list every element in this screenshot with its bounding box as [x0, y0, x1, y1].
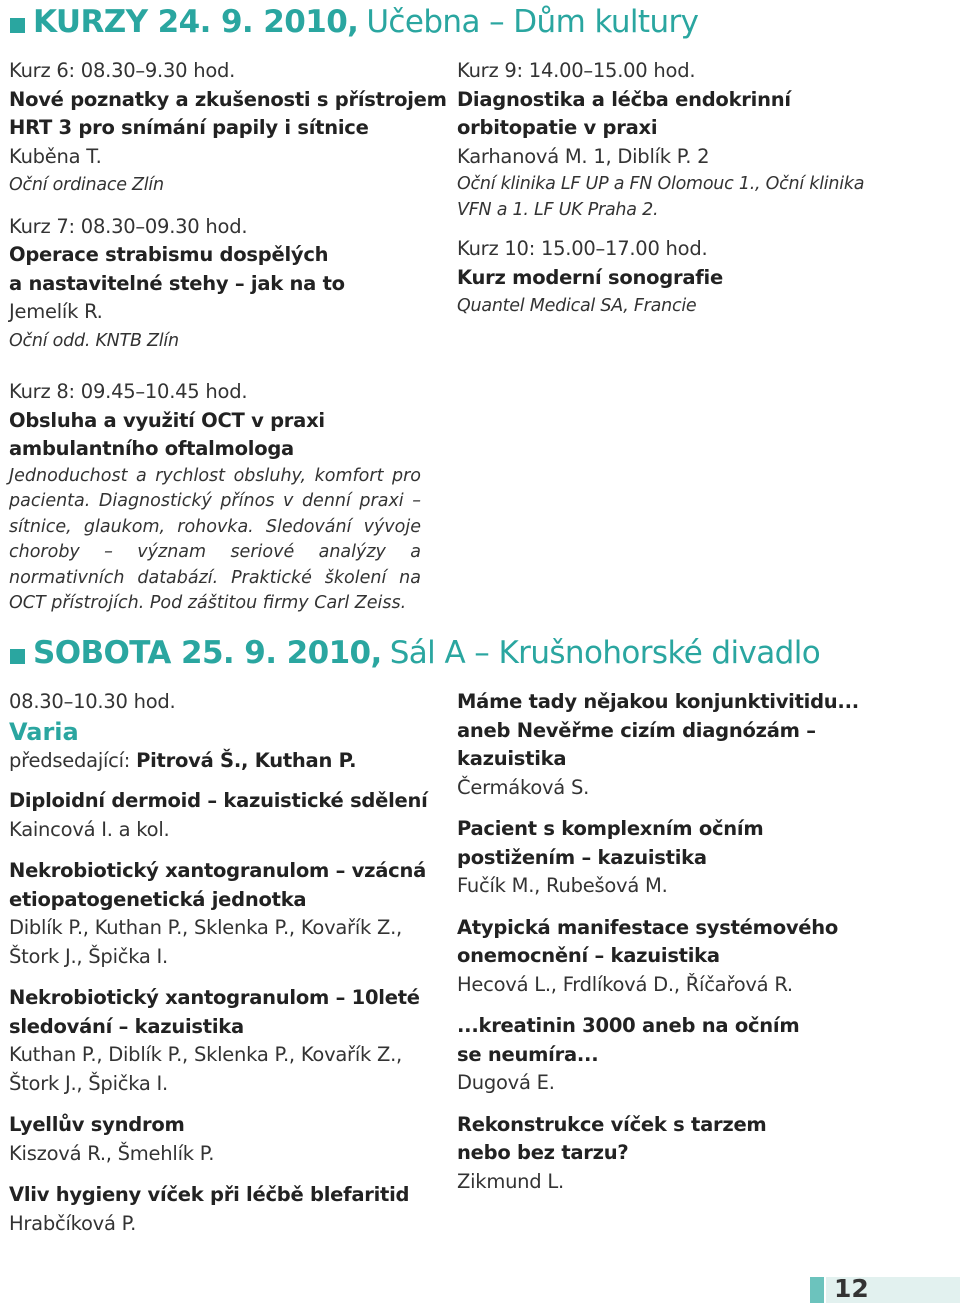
session-time: 08.30–10.30 hod. — [9, 690, 176, 713]
course-kurz9 — [457, 57, 927, 223]
session-title: Varia — [9, 717, 79, 746]
course-kurz7 — [9, 213, 429, 356]
heading-venue: Učebna – Dům kultury — [366, 4, 699, 40]
course-place: Oční ordinace Zlín — [9, 175, 164, 195]
course-title: Operace strabismu dospělých — [9, 243, 329, 266]
talk-item — [9, 787, 439, 844]
talk-title: ...kreatinin 3000 aneb na očním — [457, 1014, 800, 1037]
section-heading-sobota — [10, 633, 820, 673]
course-author: Kuběna T. — [9, 144, 102, 168]
talk-title: Lyellův syndrom — [9, 1113, 185, 1136]
talk-item — [457, 1111, 937, 1197]
course-title: orbitopatie v praxi — [457, 116, 658, 139]
courses-right-column — [457, 57, 927, 321]
course-author: Jemelík R. — [9, 300, 103, 323]
course-author: Karhanová M. 1, Diblík P. 2 — [457, 144, 710, 168]
talk-title: postižením – kazuistika — [457, 845, 707, 869]
talk-item — [9, 1181, 439, 1238]
talk-title: etiopatogenetická jednotka — [9, 887, 307, 911]
talk-title: sledování – kazuistika — [9, 1014, 244, 1038]
course-kurz8 — [9, 378, 429, 617]
talk-authors: Hecová L., Frdlíková D., Říčařová R. — [457, 972, 793, 996]
talk-authors: Štork J., Špička I. — [9, 1071, 169, 1095]
talk-title: kazuistika — [457, 747, 567, 770]
talk-title: se neumíra... — [457, 1042, 599, 1066]
talk-authors: Dugová E. — [457, 1071, 555, 1094]
course-time: Kurz 8: 09.45–10.45 hod. — [9, 380, 248, 403]
course-time: Kurz 6: 08.30–9.30 hod. — [9, 59, 236, 82]
heading-bold: KURZY 24. 9. 2010, — [33, 4, 359, 40]
talk-authors: Fučík M., Rubešová M. — [457, 874, 668, 897]
talk-authors: Hrabčíková P. — [9, 1211, 137, 1235]
course-title: Nové poznatky a zkušenosti s přístrojem — [9, 87, 447, 111]
talk-title: onemocnění – kazuistika — [457, 944, 720, 967]
chair-names: Pitrová Š., Kuthan P. — [136, 748, 357, 772]
course-title: Obsluha a využití OCT v praxi — [9, 408, 325, 432]
talk-authors: Zikmund L. — [457, 1169, 564, 1193]
talk-authors: Diblík P., Kuthan P., Sklenka P., Kovařík Z., — [9, 916, 402, 939]
talk-title: Nekrobiotický xantogranulom – vzácná — [9, 859, 426, 882]
course-title: ambulantního oftalmologa — [9, 437, 294, 460]
talk-item — [9, 1111, 439, 1168]
course-kurz6 — [9, 57, 447, 200]
course-place: Oční klinika LF UP a FN Olomouc 1., Oční klinika — [457, 174, 865, 194]
course-title: a nastavitelné stehy – jak na to — [9, 271, 345, 295]
talk-item — [457, 914, 937, 1000]
section-heading-kurzy — [10, 2, 698, 42]
talk-authors: Kuthan P., Diblík P., Sklenka P., Kovařík Z., — [9, 1043, 402, 1066]
talk-item — [9, 857, 439, 971]
talk-authors: Kaincová I. a kol. — [9, 817, 170, 841]
heading-square-marker — [10, 649, 25, 664]
course-time: Kurz 9: 14.00–15.00 hod. — [457, 59, 696, 82]
page-number: 12 — [834, 1274, 869, 1303]
talk-title: Diploidní dermoid – kazuistické sdělení — [9, 789, 428, 812]
talk-authors: Kiszová R., Šmehlík P. — [9, 1141, 215, 1165]
heading-venue: Sál A – Krušnohorské divadlo — [389, 635, 821, 671]
heading-bold: SOBOTA 25. 9. 2010, — [33, 635, 382, 671]
talk-title: Rekonstrukce víček s tarzem — [457, 1112, 767, 1136]
talk-title: aneb Nevěřme cizím diagnózám – — [457, 718, 816, 742]
talk-title: Nekrobiotický xantogranulom – 10leté — [9, 986, 420, 1009]
talk-authors: Štork J., Špička I. — [9, 944, 169, 968]
course-place: VFN a 1. LF UK Praha 2. — [457, 200, 659, 220]
course-place: Quantel Medical SA, Francie — [457, 296, 697, 316]
course-title: Kurz moderní sonografie — [457, 265, 723, 289]
talk-title: Atypická manifestace systémového — [457, 915, 839, 939]
course-kurz10 — [457, 235, 927, 321]
heading-square-marker — [10, 18, 25, 33]
talk-item — [457, 815, 937, 901]
talk-item — [457, 688, 937, 802]
talk-item — [9, 984, 439, 1098]
course-title: Diagnostika a léčba endokrinní — [457, 87, 791, 111]
talk-title: nebo bez tarzu? — [457, 1141, 629, 1164]
page-number-bar — [810, 1277, 824, 1303]
talk-title: Vliv hygieny víček při léčbě blefaritid — [9, 1183, 410, 1206]
course-title: HRT 3 pro snímání papily i sítnice — [9, 116, 369, 139]
course-description: Jednoduchost a rychlost obsluhy, komfort pro pacienta. Diagnostický přínos v denní praxi – sítnice, glaukom, rohovka. Sledování vývoje choroby – význam seriové analýzy a normativních databází. Praktické školení na OCT přístrojích. Pod záštitou firmy Carl Zeiss. — [9, 465, 421, 614]
course-time: Kurz 7: 08.30–09.30 hod. — [9, 214, 248, 238]
talk-item — [457, 1012, 937, 1098]
course-time: Kurz 10: 15.00–17.00 hod. — [457, 237, 708, 260]
course-place: Oční odd. KNTB Zlín — [9, 330, 179, 351]
session-chairs — [9, 747, 439, 776]
talk-title: Pacient s komplexním očním — [457, 817, 764, 840]
talk-title: Máme tady nějakou konjunktivitidu... — [457, 690, 859, 713]
program-left-column — [9, 688, 439, 1238]
talk-authors: Čermáková S. — [457, 775, 590, 799]
chair-label: předsedající: — [9, 748, 131, 772]
program-right-column — [457, 688, 937, 1196]
courses-left-column — [9, 57, 447, 617]
